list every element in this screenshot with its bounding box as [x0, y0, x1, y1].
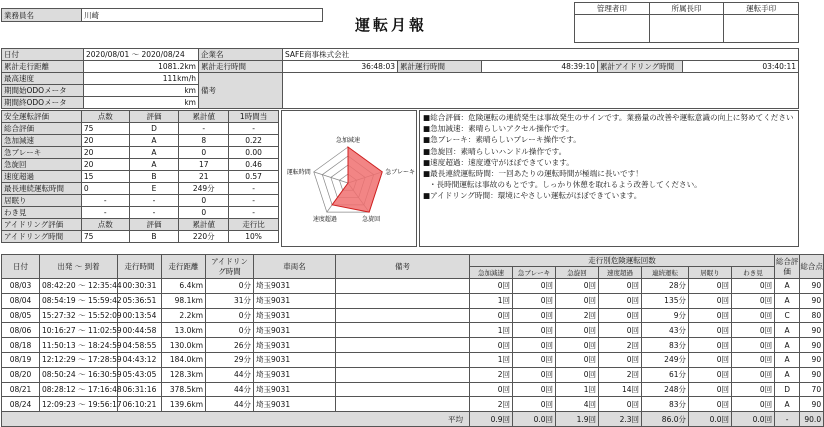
eval-category: 急加減速 — [2, 135, 82, 147]
trip-row[interactable] — [2, 279, 824, 294]
trip-cell-remarks — [336, 397, 470, 412]
avg-braking: 0.0回 — [513, 412, 556, 427]
trip-cell-score: 90 — [800, 352, 824, 367]
trip-cell-date: 08/24 — [2, 397, 40, 412]
distance-value: 1081.2km — [84, 61, 199, 73]
trip-cell-score: 90 — [800, 367, 824, 382]
trip-cell-depart-arrive: 08:42:20 ～ 12:35:44 — [40, 279, 118, 294]
eval-header-total: 累計値 — [179, 111, 229, 123]
trip-cell-acceleration: 0回 — [470, 308, 513, 323]
trip-cell-dozing: 0回 — [689, 323, 732, 338]
eval-per-hour: - — [229, 207, 279, 219]
trip-cell-remarks — [336, 293, 470, 308]
trip-header-distance: 走行距離 — [162, 255, 206, 279]
trip-cell-drive-time: 05:43:05 — [118, 367, 162, 382]
remarks-value[interactable] — [283, 73, 799, 109]
seal-label-section-head: 所属長印 — [649, 3, 724, 15]
trip-row[interactable] — [2, 323, 824, 338]
trip-cell-braking: 0回 — [513, 308, 556, 323]
drive-time-label: 累計走行時間 — [199, 61, 283, 73]
trip-cell-acceleration: 2回 — [470, 367, 513, 382]
trip-cell-remarks — [336, 308, 470, 323]
seal-label-manager: 管理者印 — [575, 3, 650, 15]
trip-cell-distance: 130.0km — [162, 338, 206, 353]
trip-footer-average — [2, 412, 824, 427]
trip-cell-braking: 0回 — [513, 338, 556, 353]
trip-cell-acceleration: 0回 — [470, 279, 513, 294]
page-title: 運転月報 — [355, 16, 428, 34]
odo-end-label: 期間終ODOメータ — [2, 97, 84, 109]
trip-cell-inattention: 0回 — [732, 382, 775, 397]
trip-header-acceleration: 急加減速 — [470, 267, 513, 279]
trip-cell-braking: 0回 — [513, 352, 556, 367]
eval-grade: A — [129, 135, 179, 147]
trip-cell-distance: 139.6km — [162, 397, 206, 412]
comment-braking: ■急ブレーキ：素晴らしいブレーキ操作です。 — [423, 135, 581, 145]
idle-row — [2, 231, 279, 243]
eval-points: 20 — [81, 135, 129, 147]
trip-cell-dozing: 0回 — [689, 279, 732, 294]
idle-header-ratio: 走行比 — [229, 219, 279, 231]
eval-row-inattention — [2, 207, 279, 219]
trip-cell-grade: A — [775, 397, 800, 412]
trip-cell-continuous: 61分 — [642, 367, 689, 382]
idle-time-value: 03:40:11 — [683, 61, 799, 73]
trip-cell-dozing: 0回 — [689, 382, 732, 397]
eval-total: 21 — [179, 171, 229, 183]
eval-points: 75 — [81, 123, 129, 135]
trip-cell-vehicle: 埼玉9031 — [254, 279, 336, 294]
trip-cell-drive-time: 00:44:58 — [118, 323, 162, 338]
radar-label-acceleration: 急加減速 — [335, 137, 361, 144]
trip-cell-date: 08/20 — [2, 367, 40, 382]
trip-cell-dozing: 0回 — [689, 308, 732, 323]
seal-boxes — [574, 2, 799, 43]
trip-cell-speeding: 0回 — [599, 293, 642, 308]
trip-header-idle: アイドリング時間 — [206, 255, 254, 279]
comment-speeding: ■速度超過：速度遵守がほぼできています。 — [423, 157, 574, 167]
trip-cell-continuous: 9分 — [642, 308, 689, 323]
trip-rows — [2, 279, 824, 412]
trip-cell-depart-arrive: 11:50:13 ～ 18:24:59 — [40, 338, 118, 353]
max-speed-value: 111km/h — [84, 73, 199, 85]
trip-cell-dozing: 0回 — [689, 338, 732, 353]
trip-cell-grade: D — [775, 382, 800, 397]
trip-cell-score: 90 — [800, 397, 824, 412]
operation-time-value: 48:39:10 — [482, 61, 598, 73]
trip-cell-drive-time: 04:58:55 — [118, 338, 162, 353]
radar-label-driving-time: 運転時間 — [286, 168, 311, 176]
safety-evaluation-table — [1, 110, 279, 243]
eval-per-hour: - — [229, 195, 279, 207]
eval-per-hour: 0.57 — [229, 171, 279, 183]
trip-cell-continuous: 249分 — [642, 352, 689, 367]
trip-cell-braking: 0回 — [513, 279, 556, 294]
trip-cell-inattention: 0回 — [732, 293, 775, 308]
trip-cell-dozing: 0回 — [689, 397, 732, 412]
trip-cell-idle: 29分 — [206, 352, 254, 367]
eval-points: 20 — [81, 159, 129, 171]
trip-cell-drive-time: 00:30:31 — [118, 279, 162, 294]
trip-row[interactable] — [2, 367, 824, 382]
eval-grade: A — [129, 147, 179, 159]
eval-row-speeding — [2, 171, 279, 183]
trip-cell-drive-time: 04:43:12 — [118, 352, 162, 367]
eval-total: 0 — [179, 207, 229, 219]
trip-cell-depart-arrive: 08:28:12 ～ 17:16:48 — [40, 382, 118, 397]
avg-inattention: 0.0回 — [732, 412, 775, 427]
trip-cell-distance: 2.2km — [162, 308, 206, 323]
avg-score: 90.0 — [800, 412, 824, 427]
eval-total: - — [179, 123, 229, 135]
trip-cell-inattention: 0回 — [732, 352, 775, 367]
trip-header-score: 総合点 — [800, 255, 824, 279]
trip-cell-remarks — [336, 352, 470, 367]
idle-header-category: アイドリング評価 — [2, 219, 82, 231]
date-value: 2020/08/01 ～ 2020/08/24 — [84, 49, 199, 61]
max-speed-label: 最高速度 — [2, 73, 84, 85]
company-label: 企業名 — [199, 49, 283, 61]
trip-cell-grade: A — [775, 293, 800, 308]
trip-cell-turning: 4回 — [556, 397, 599, 412]
eval-header-category: 安全運転評価 — [2, 111, 82, 123]
trip-cell-date: 08/03 — [2, 279, 40, 294]
eval-total: 0 — [179, 195, 229, 207]
eval-category: わき見 — [2, 207, 82, 219]
trip-cell-drive-time: 06:31:16 — [118, 382, 162, 397]
eval-category: 急旋回 — [2, 159, 82, 171]
seal-box-driver[interactable] — [724, 15, 799, 43]
eval-per-hour: 0.46 — [229, 159, 279, 171]
operation-time-label: 累計運行時間 — [398, 61, 482, 73]
trip-cell-acceleration: 0回 — [470, 382, 513, 397]
eval-per-hour: - — [229, 123, 279, 135]
avg-acceleration: 0.9回 — [470, 412, 513, 427]
trip-header-dozing: 居眠り — [689, 267, 732, 279]
trip-cell-drive-time: 06:10:21 — [118, 397, 162, 412]
comment-idling: ■アイドリング時間：環境にやさしい運転がほぼできています。 — [423, 191, 642, 201]
eval-row-dozing — [2, 195, 279, 207]
trip-cell-vehicle: 埼玉9031 — [254, 338, 336, 353]
employee-box — [1, 8, 323, 22]
eval-points: - — [81, 195, 129, 207]
remarks-label: 備考 — [199, 73, 283, 109]
trip-cell-grade: A — [775, 323, 800, 338]
trip-cell-inattention: 0回 — [732, 279, 775, 294]
trip-cell-speeding: 14回 — [599, 382, 642, 397]
drive-time-value: 36:48:03 — [283, 61, 398, 73]
trip-row[interactable] — [2, 338, 824, 353]
trip-cell-vehicle: 埼玉9031 — [254, 293, 336, 308]
trip-header-depart-arrive: 出発 ～ 到着 — [40, 255, 118, 279]
trip-header-speeding: 速度超過 — [599, 267, 642, 279]
eval-row-overall — [2, 123, 279, 135]
eval-row-braking — [2, 147, 279, 159]
trip-cell-grade: A — [775, 367, 800, 382]
trip-cell-score: 90 — [800, 279, 824, 294]
idle-ratio: 10% — [229, 231, 279, 243]
eval-grade: - — [129, 195, 179, 207]
trip-cell-turning: 0回 — [556, 293, 599, 308]
idle-grade: B — [129, 231, 179, 243]
trip-cell-depart-arrive: 12:12:29 ～ 17:28:59 — [40, 352, 118, 367]
idle-header-points: 点数 — [81, 219, 129, 231]
trip-cell-depart-arrive: 15:27:32 ～ 15:52:09 — [40, 308, 118, 323]
employee-label: 業務員名 — [2, 9, 82, 22]
trip-cell-speeding: 0回 — [599, 352, 642, 367]
radar-chart-panel — [281, 110, 417, 247]
trip-cell-dozing: 0回 — [689, 293, 732, 308]
distance-label: 累計走行距離 — [2, 61, 84, 73]
eval-category: 最長連続運転時間 — [2, 183, 82, 195]
trip-cell-grade: A — [775, 279, 800, 294]
eval-grade: A — [129, 159, 179, 171]
trip-cell-depart-arrive: 12:09:23 ～ 19:56:17 — [40, 397, 118, 412]
trip-table — [1, 254, 824, 427]
trip-header-grade: 総合評価 — [775, 255, 800, 279]
trip-cell-depart-arrive: 10:16:27 ～ 11:02:59 — [40, 323, 118, 338]
eval-per-hour: 0.22 — [229, 135, 279, 147]
trip-cell-vehicle: 埼玉9031 — [254, 323, 336, 338]
trip-cell-vehicle: 埼玉9031 — [254, 352, 336, 367]
comment-turning: ■急旋回：素晴らしいハンドル操作です。 — [423, 146, 567, 156]
trip-cell-remarks — [336, 279, 470, 294]
trip-cell-inattention: 0回 — [732, 323, 775, 338]
eval-per-hour: 0.00 — [229, 147, 279, 159]
trip-header-danger-group: 走行別危険運転回数 — [470, 255, 775, 267]
trip-cell-date: 08/06 — [2, 323, 40, 338]
trip-cell-remarks — [336, 367, 470, 382]
trip-cell-drive-time: 05:36:51 — [118, 293, 162, 308]
idle-time-label: 累計アイドリング時間 — [598, 61, 683, 73]
trip-row[interactable] — [2, 293, 824, 308]
comment-overall: ■総合評価：危険運転の連続発生は事故発生のサインです。業務量の改善や運転意識の向上に努めてください — [423, 113, 794, 122]
trip-cell-continuous: 28分 — [642, 279, 689, 294]
eval-points: 15 — [81, 171, 129, 183]
trip-header-continuous: 連続運転 — [642, 267, 689, 279]
info-table — [1, 48, 799, 109]
company-value: SAFE商事株式会社 — [283, 49, 799, 61]
odo-end-value: km — [84, 97, 199, 109]
trip-cell-turning: 1回 — [556, 382, 599, 397]
trip-cell-distance: 184.0km — [162, 352, 206, 367]
eval-grade: B — [129, 171, 179, 183]
trip-cell-date: 08/18 — [2, 338, 40, 353]
trip-cell-speeding: 2回 — [599, 338, 642, 353]
trip-cell-grade: A — [775, 352, 800, 367]
avg-grade: - — [775, 412, 800, 427]
trip-header-vehicle: 車両名 — [254, 255, 336, 279]
trip-header-turning: 急旋回 — [556, 267, 599, 279]
trip-cell-date: 08/05 — [2, 308, 40, 323]
trip-cell-inattention: 0回 — [732, 397, 775, 412]
trip-cell-continuous: 43分 — [642, 323, 689, 338]
eval-header-points: 点数 — [81, 111, 129, 123]
trip-cell-turning: 2回 — [556, 308, 599, 323]
trip-header-inattention: わき見 — [732, 267, 775, 279]
trip-cell-idle: 44分 — [206, 367, 254, 382]
seal-label-driver: 運転手印 — [724, 3, 799, 15]
trip-cell-continuous: 248分 — [642, 382, 689, 397]
idle-points: 75 — [81, 231, 129, 243]
trip-cell-acceleration: 0回 — [470, 338, 513, 353]
comment-continuous-driving-advice: ・長時間運転は事故のもとです。しっかり休憩を取れるよう改善してください。 — [429, 180, 702, 190]
radar-label-speeding: 速度超過 — [312, 216, 337, 224]
trip-cell-score: 90 — [800, 293, 824, 308]
radar-label-turning: 急旋回 — [362, 216, 381, 224]
trip-cell-turning: 0回 — [556, 352, 599, 367]
trip-cell-speeding: 2回 — [599, 367, 642, 382]
avg-continuous: 86.0分 — [642, 412, 689, 427]
trip-cell-idle: 0分 — [206, 323, 254, 338]
idle-header-grade: 評価 — [129, 219, 179, 231]
idle-total: 220分 — [179, 231, 229, 243]
avg-dozing: 0.0回 — [689, 412, 732, 427]
trip-cell-remarks — [336, 382, 470, 397]
eval-row-turning — [2, 159, 279, 171]
eval-category: 速度超過 — [2, 171, 82, 183]
trip-cell-inattention: 0回 — [732, 338, 775, 353]
odo-start-value: km — [84, 85, 199, 97]
trip-cell-turning: 0回 — [556, 323, 599, 338]
trip-cell-speeding: 0回 — [599, 308, 642, 323]
comments-panel — [419, 110, 799, 247]
eval-category: 居眠り — [2, 195, 82, 207]
trip-cell-score: 90 — [800, 338, 824, 353]
trip-footer-label: 平均 — [2, 412, 470, 427]
trip-cell-idle: 26分 — [206, 338, 254, 353]
trip-cell-turning: 0回 — [556, 279, 599, 294]
radar-chart — [282, 111, 416, 246]
trip-cell-drive-time: 00:13:54 — [118, 308, 162, 323]
trip-row[interactable] — [2, 397, 824, 412]
trip-cell-vehicle: 埼玉9031 — [254, 382, 336, 397]
eval-total: 8 — [179, 135, 229, 147]
trip-cell-score: 80 — [800, 308, 824, 323]
trip-cell-braking: 0回 — [513, 323, 556, 338]
trip-cell-acceleration: 2回 — [470, 397, 513, 412]
trip-cell-idle: 44分 — [206, 397, 254, 412]
trip-cell-braking: 0回 — [513, 397, 556, 412]
trip-cell-continuous: 83分 — [642, 397, 689, 412]
radar-label-braking: 急ブレーキ — [385, 168, 416, 176]
eval-header-grade: 評価 — [129, 111, 179, 123]
trip-cell-acceleration: 1回 — [470, 293, 513, 308]
trip-cell-inattention: 0回 — [732, 308, 775, 323]
seal-box-section-head[interactable] — [649, 15, 724, 43]
trip-cell-vehicle: 埼玉9031 — [254, 308, 336, 323]
eval-total: 17 — [179, 159, 229, 171]
eval-row-continuous-driving — [2, 183, 279, 195]
trip-cell-turning: 0回 — [556, 338, 599, 353]
eval-grade: D — [129, 123, 179, 135]
eval-category: 総合評価 — [2, 123, 82, 135]
trip-cell-idle: 31分 — [206, 293, 254, 308]
trip-cell-date: 08/21 — [2, 382, 40, 397]
trip-cell-vehicle: 埼玉9031 — [254, 367, 336, 382]
trip-cell-depart-arrive: 08:54:19 ～ 15:59:42 — [40, 293, 118, 308]
trip-cell-distance: 128.3km — [162, 367, 206, 382]
eval-category: 急ブレーキ — [2, 147, 82, 159]
trip-cell-distance: 378.5km — [162, 382, 206, 397]
trip-row[interactable] — [2, 308, 824, 323]
trip-cell-acceleration: 1回 — [470, 323, 513, 338]
trip-cell-idle: 0分 — [206, 279, 254, 294]
trip-header-drive-time: 走行時間 — [118, 255, 162, 279]
seal-box-manager[interactable] — [575, 15, 650, 43]
trip-cell-remarks — [336, 338, 470, 353]
trip-cell-score: 90 — [800, 323, 824, 338]
trip-cell-idle: 44分 — [206, 382, 254, 397]
trip-cell-dozing: 0回 — [689, 352, 732, 367]
trip-cell-grade: A — [775, 338, 800, 353]
eval-points: - — [81, 207, 129, 219]
radar-value-polygon — [332, 147, 382, 212]
trip-cell-continuous: 135分 — [642, 293, 689, 308]
trip-cell-date: 08/19 — [2, 352, 40, 367]
trip-cell-idle: 0分 — [206, 308, 254, 323]
trip-cell-turning: 0回 — [556, 367, 599, 382]
eval-row-acceleration — [2, 135, 279, 147]
eval-grade: - — [129, 207, 179, 219]
eval-per-hour: - — [229, 183, 279, 195]
idle-header-total: 累計値 — [179, 219, 229, 231]
trip-cell-braking: 0回 — [513, 382, 556, 397]
employee-name: 川崎 — [82, 9, 323, 22]
eval-points: 0 — [81, 183, 129, 195]
trip-cell-dozing: 0回 — [689, 367, 732, 382]
trip-cell-speeding: 0回 — [599, 323, 642, 338]
trip-cell-speeding: 0回 — [599, 279, 642, 294]
trip-cell-braking: 0回 — [513, 367, 556, 382]
trip-cell-distance: 13.0km — [162, 323, 206, 338]
comment-acceleration: ■急加減速：素晴らしいアクセル操作です。 — [423, 124, 574, 134]
trip-row[interactable] — [2, 352, 824, 367]
comment-continuous-driving: ■最長連続運転時間：一回あたりの運転時間が極端に長いです！ — [423, 169, 643, 179]
trip-cell-acceleration: 1回 — [470, 352, 513, 367]
eval-grade: E — [129, 183, 179, 195]
trip-row[interactable] — [2, 382, 824, 397]
trip-cell-vehicle: 埼玉9031 — [254, 397, 336, 412]
avg-speeding: 2.3回 — [599, 412, 642, 427]
trip-cell-distance: 6.4km — [162, 279, 206, 294]
avg-turning: 1.9回 — [556, 412, 599, 427]
eval-header-per-hour: 1時間当 — [229, 111, 279, 123]
eval-total: 0 — [179, 147, 229, 159]
trip-cell-speeding: 0回 — [599, 397, 642, 412]
trip-cell-continuous: 83分 — [642, 338, 689, 353]
trip-cell-braking: 0回 — [513, 293, 556, 308]
trip-cell-inattention: 0回 — [732, 367, 775, 382]
trip-header-remarks: 備考 — [336, 255, 470, 279]
trip-cell-grade: C — [775, 308, 800, 323]
idle-category: アイドリング時間 — [2, 231, 82, 243]
odo-start-label: 期間始ODOメータ — [2, 85, 84, 97]
trip-cell-score: 70 — [800, 382, 824, 397]
trip-header-date: 日付 — [2, 255, 40, 279]
trip-cell-distance: 98.1km — [162, 293, 206, 308]
date-label: 日付 — [2, 49, 84, 61]
trip-cell-date: 08/04 — [2, 293, 40, 308]
trip-cell-depart-arrive: 08:50:24 ～ 16:30:59 — [40, 367, 118, 382]
eval-points: 20 — [81, 147, 129, 159]
trip-header-braking: 急ブレーキ — [513, 267, 556, 279]
trip-cell-remarks — [336, 323, 470, 338]
eval-total: 249分 — [179, 183, 229, 195]
